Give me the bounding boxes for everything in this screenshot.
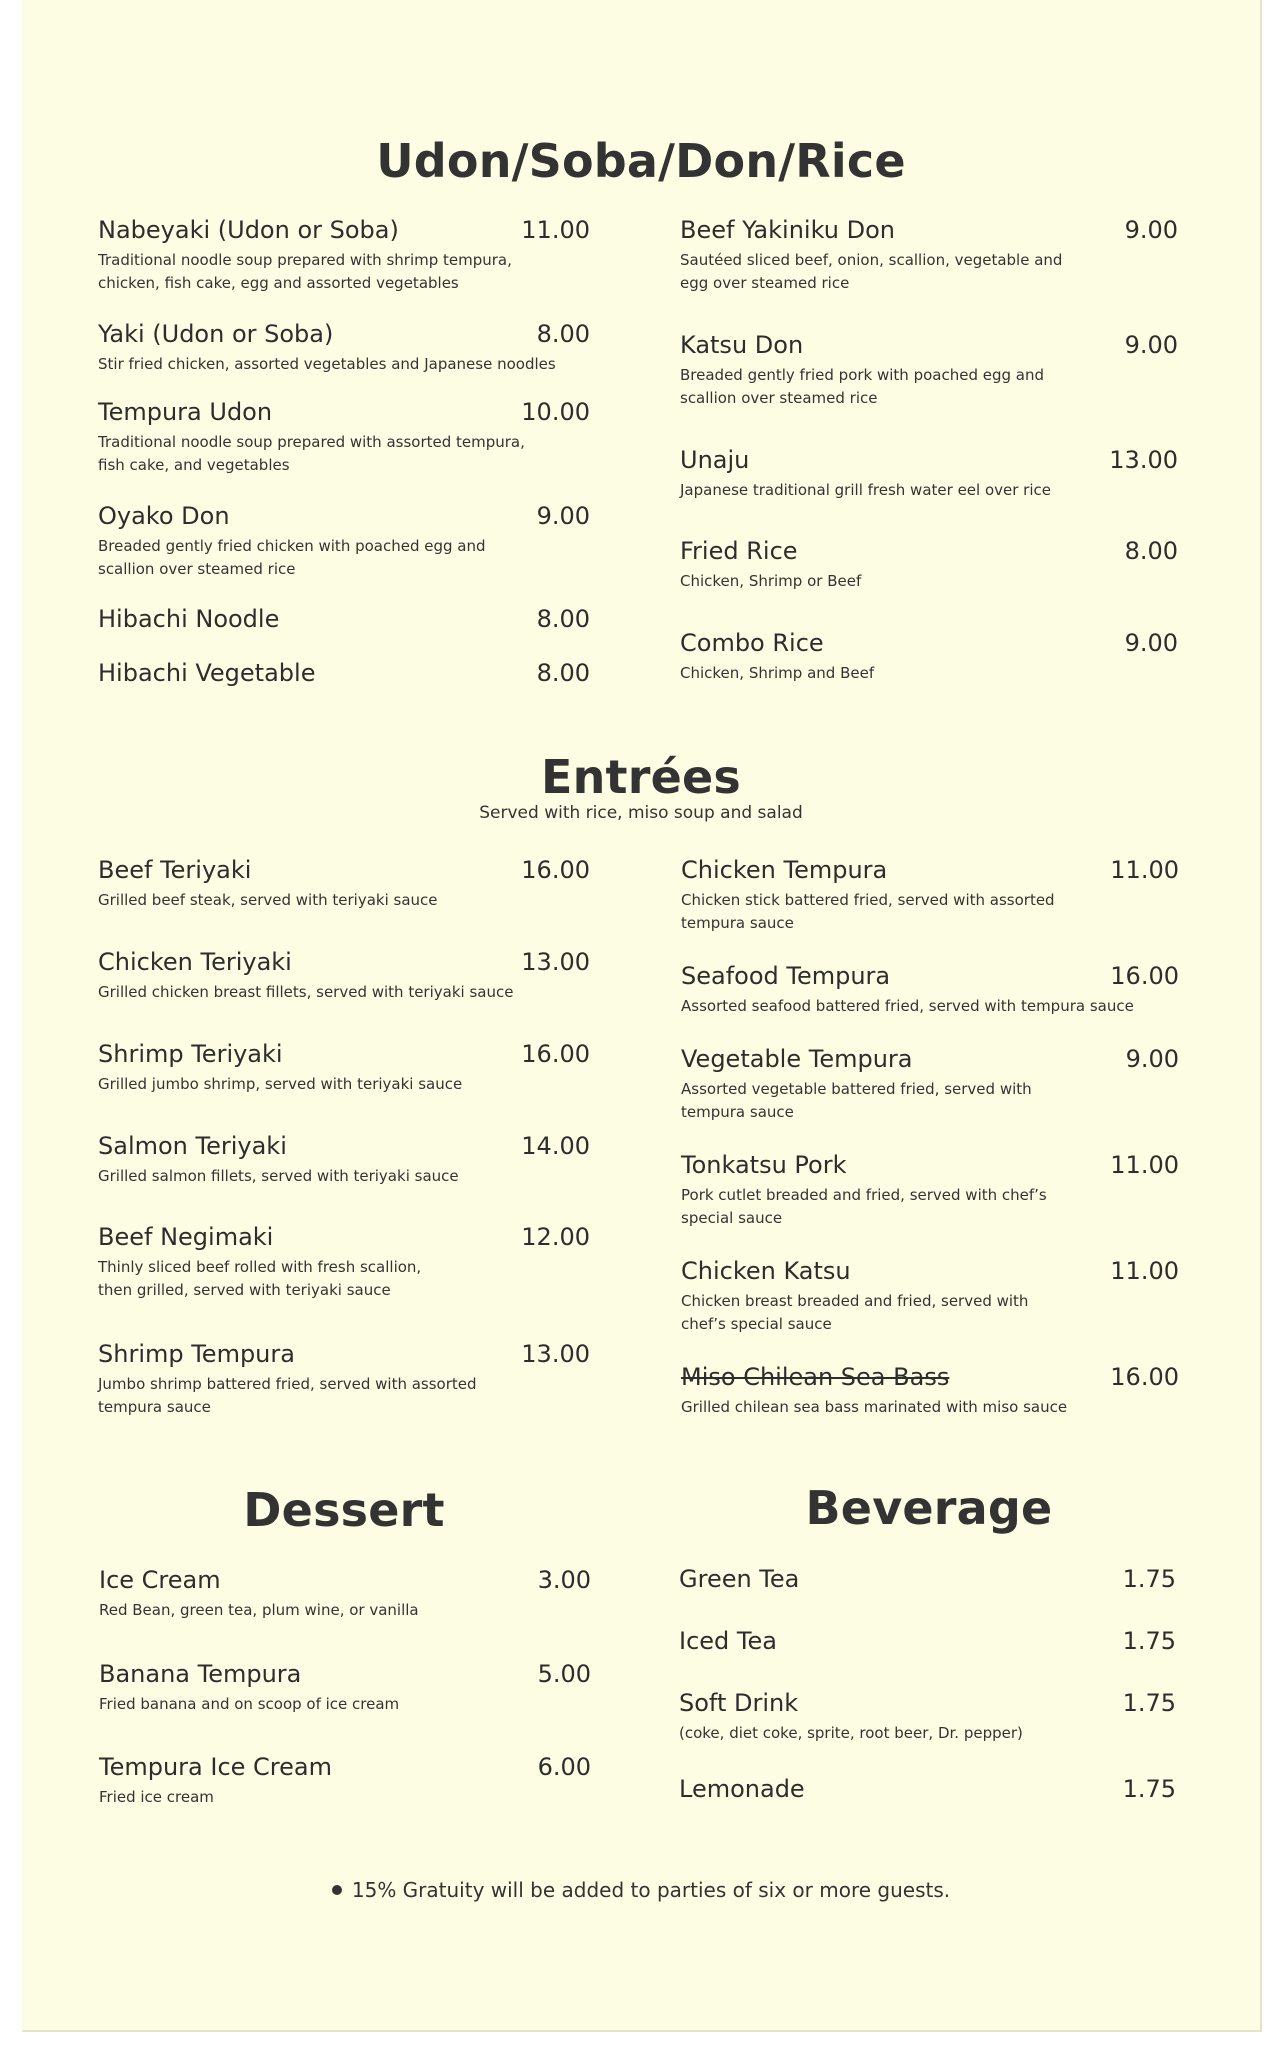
menu-item <box>98 320 590 376</box>
menu-item <box>98 1223 590 1302</box>
item-price: 13.00 <box>521 1340 590 1368</box>
item-price: 9.00 <box>536 502 590 530</box>
gratuity-note-text: 15% Gratuity will be added to parties of six or more guests. <box>351 1878 951 1902</box>
item-description: Chicken, Shrimp and Beef <box>680 664 875 682</box>
item-price: 11.00 <box>1110 1151 1179 1179</box>
item-name: Hibachi Vegetable <box>98 659 316 687</box>
menu-item <box>681 1151 1179 1230</box>
item-price: 11.00 <box>1110 856 1179 884</box>
item-name: Oyako Don <box>98 502 230 530</box>
item-price: 1.75 <box>1122 1689 1176 1717</box>
item-description: Red Bean, green tea, plum wine, or vanilla <box>99 1601 419 1619</box>
item-name: Chicken Teriyaki <box>98 948 292 976</box>
item-price: 16.00 <box>1110 1363 1179 1391</box>
menu-item <box>98 948 590 1004</box>
item-price: 9.00 <box>1124 331 1178 359</box>
item-price: 11.00 <box>521 216 590 244</box>
item-price: 8.00 <box>536 659 590 687</box>
bullet-icon <box>332 1885 342 1895</box>
item-name: Tempura Ice Cream <box>99 1753 332 1781</box>
item-price: 9.00 <box>1125 1045 1179 1073</box>
item-price: 1.75 <box>1122 1627 1176 1655</box>
item-description: Grilled jumbo shrimp, served with teriyaki sauce <box>98 1075 463 1093</box>
menu-item-discontinued <box>681 1363 1179 1419</box>
item-price: 14.00 <box>521 1132 590 1160</box>
item-name: Yaki (Udon or Soba) <box>98 320 334 348</box>
section-title-dessert: Dessert <box>243 1483 445 1537</box>
item-price: 13.00 <box>521 948 590 976</box>
item-description: Stir fried chicken, assorted vegetables and Japanese noodles <box>98 355 556 373</box>
menu-item <box>99 1566 591 1622</box>
item-price: 11.00 <box>1110 1257 1179 1285</box>
item-price: 16.00 <box>521 1040 590 1068</box>
item-description: Grilled chilean sea bass marinated with miso sauce <box>681 1398 1068 1416</box>
item-description: Assorted vegetable battered fried, served with tempura sauce <box>681 1080 1032 1121</box>
item-name: Shrimp Teriyaki <box>98 1040 283 1068</box>
item-price: 5.00 <box>537 1660 591 1688</box>
item-price: 1.75 <box>1122 1775 1176 1803</box>
item-description: Pork cutlet breaded and fried, served with chef’s special sauce <box>681 1186 1047 1227</box>
menu-item <box>681 1257 1179 1336</box>
item-description: Jumbo shrimp battered fried, served with assorted tempura sauce <box>98 1375 477 1416</box>
item-name: Lemonade <box>679 1775 805 1803</box>
item-name: Hibachi Noodle <box>98 605 280 633</box>
item-description: Fried banana and on scoop of ice cream <box>99 1695 400 1713</box>
menu-item <box>680 331 1178 410</box>
item-name: Unaju <box>680 446 750 474</box>
item-price: 16.00 <box>1110 962 1179 990</box>
item-price: 9.00 <box>1124 629 1178 657</box>
item-price: 8.00 <box>1124 537 1178 565</box>
item-price: 3.00 <box>537 1566 591 1594</box>
item-name: Soft Drink <box>679 1689 799 1717</box>
item-name-struck: Miso Chilean Sea Bass <box>681 1363 950 1391</box>
menu-item <box>679 1565 1176 1596</box>
item-description: Fried ice cream <box>99 1788 214 1806</box>
item-description: Traditional noodle soup prepared with shrimp tempura, chicken, fish cake, egg and assorted vegetables <box>98 251 512 292</box>
menu-item <box>681 856 1179 935</box>
item-name: Combo Rice <box>680 629 824 657</box>
item-description: Chicken breast breaded and fried, served with chef’s special sauce <box>681 1292 1029 1333</box>
item-price: 10.00 <box>521 398 590 426</box>
menu-item <box>679 1689 1176 1745</box>
menu-item <box>98 659 590 690</box>
item-price: 16.00 <box>521 856 590 884</box>
item-price: 9.00 <box>1124 216 1178 244</box>
item-price: 1.75 <box>1122 1565 1176 1593</box>
section-title-udon: Udon/Soba/Don/Rice <box>376 134 906 188</box>
item-name: Vegetable Tempura <box>681 1045 913 1073</box>
item-price: 12.00 <box>521 1223 590 1251</box>
section-subtitle-entrees: Served with rice, miso soup and salad <box>479 803 803 823</box>
item-description: Grilled chicken breast fillets, served with teriyaki sauce <box>98 983 514 1001</box>
section-title-beverage: Beverage <box>805 1481 1053 1535</box>
menu-page <box>22 0 1262 2032</box>
menu-item <box>99 1753 591 1809</box>
menu-item <box>98 502 590 581</box>
item-name: Banana Tempura <box>99 1660 302 1688</box>
menu-item <box>98 216 590 295</box>
item-price: 8.00 <box>536 320 590 348</box>
item-description: (coke, diet coke, sprite, root beer, Dr. pepper) <box>679 1724 1023 1742</box>
menu-item <box>680 446 1178 502</box>
item-name: Green Tea <box>679 1565 800 1593</box>
menu-item <box>98 856 590 912</box>
menu-item <box>98 1040 590 1096</box>
menu-item <box>680 537 1178 593</box>
menu-item <box>99 1660 591 1716</box>
item-name: Shrimp Tempura <box>98 1340 295 1368</box>
item-name: Iced Tea <box>679 1627 777 1655</box>
item-name: Beef Negimaki <box>98 1223 274 1251</box>
menu-item <box>680 216 1178 295</box>
item-name: Ice Cream <box>99 1566 221 1594</box>
menu-item <box>680 629 1178 685</box>
item-price: 6.00 <box>537 1753 591 1781</box>
menu-item <box>679 1627 1176 1658</box>
item-name: Salmon Teriyaki <box>98 1132 287 1160</box>
item-price: 8.00 <box>536 605 590 633</box>
item-name: Tempura Udon <box>98 398 273 426</box>
item-description: Breaded gently fried pork with poached egg and scallion over steamed rice <box>680 366 1045 407</box>
menu-item <box>98 398 590 477</box>
item-description: Thinly sliced beef rolled with fresh scallion, then grilled, served with teriyaki sauce <box>98 1258 422 1299</box>
item-description: Assorted seafood battered fried, served with tempura sauce <box>681 997 1134 1015</box>
item-description: Sautéed sliced beef, onion, scallion, vegetable and egg over steamed rice <box>680 251 1063 292</box>
section-title-entrees: Entrées <box>540 750 742 804</box>
item-name: Beef Teriyaki <box>98 856 252 884</box>
item-description: Chicken stick battered fried, served with assorted tempura sauce <box>681 891 1055 932</box>
gratuity-note <box>22 1878 1260 1902</box>
item-name: Seafood Tempura <box>681 962 891 990</box>
menu-item <box>681 962 1179 1018</box>
item-description: Grilled salmon fillets, served with teriyaki sauce <box>98 1167 459 1185</box>
item-description: Japanese traditional grill fresh water eel over rice <box>680 481 1051 499</box>
menu-item <box>681 1045 1179 1124</box>
item-description: Traditional noodle soup prepared with assorted tempura, fish cake, and vegetables <box>98 433 525 474</box>
item-name: Tonkatsu Pork <box>681 1151 847 1179</box>
menu-item <box>98 1340 590 1419</box>
item-description: Breaded gently fried chicken with poached egg and scallion over steamed rice <box>98 537 486 578</box>
item-description: Grilled beef steak, served with teriyaki sauce <box>98 891 438 909</box>
item-name: Nabeyaki (Udon or Soba) <box>98 216 399 244</box>
item-description: Chicken, Shrimp or Beef <box>680 572 862 590</box>
menu-item <box>98 605 590 636</box>
menu-item <box>98 1132 590 1188</box>
menu-item <box>679 1775 1176 1806</box>
item-name: Beef Yakiniku Don <box>680 216 895 244</box>
item-name: Katsu Don <box>680 331 804 359</box>
item-name: Chicken Katsu <box>681 1257 851 1285</box>
item-name: Fried Rice <box>680 537 798 565</box>
item-price: 13.00 <box>1109 446 1178 474</box>
item-name: Chicken Tempura <box>681 856 888 884</box>
